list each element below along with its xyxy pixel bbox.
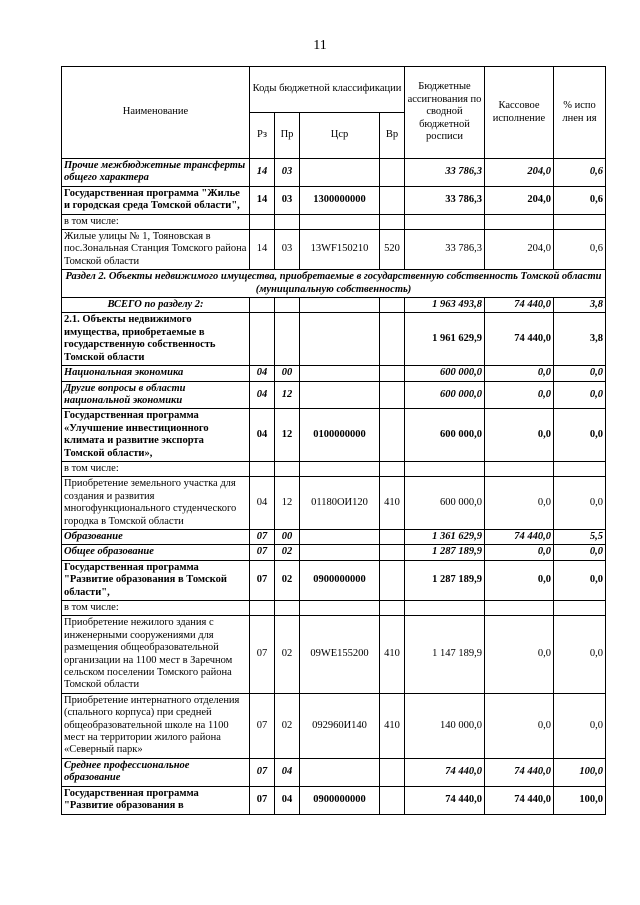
row-assignment: 1 287 189,9 — [405, 560, 485, 600]
row-name: Другие вопросы в области национальной экономики — [62, 381, 250, 409]
row-rz: 14 — [250, 186, 275, 214]
row-cash: 0,0 — [485, 616, 554, 693]
header-name: Наименование — [62, 67, 250, 159]
row-vr — [380, 313, 405, 366]
row-cash: 0,0 — [485, 409, 554, 462]
header-rz: Рз — [250, 113, 275, 159]
row-vr — [380, 560, 405, 600]
row-csr: 01180ОИ120 — [300, 477, 380, 530]
table-row — [62, 313, 606, 366]
row-cash: 74 440,0 — [485, 529, 554, 544]
table-row — [62, 601, 606, 616]
row-cash: 204,0 — [485, 230, 554, 270]
row-name: Приобретение нежилого здания с инженерными сооружениями для размещения общеобразовательной организации на 1100 мест в Заречном сельском поселении Томского района Томской области — [62, 616, 250, 693]
header-pr: Пр — [275, 113, 300, 159]
row-csr: 092960И140 — [300, 693, 380, 758]
row-percent: 0,0 — [554, 545, 606, 560]
row-vr — [380, 461, 405, 476]
row-assignment: 1 361 629,9 — [405, 529, 485, 544]
row-percent: 100,0 — [554, 758, 606, 786]
row-percent — [554, 601, 606, 616]
row-vr — [380, 786, 405, 814]
row-vr — [380, 159, 405, 187]
row-percent: 0,0 — [554, 381, 606, 409]
row-cash: 0,0 — [485, 477, 554, 530]
row-vr — [380, 298, 405, 313]
row-pr: 04 — [275, 786, 300, 814]
table-row — [62, 786, 606, 814]
row-rz: 04 — [250, 366, 275, 381]
row-assignment: 600 000,0 — [405, 409, 485, 462]
row-pr — [275, 298, 300, 313]
row-name: Государственная программа "Жилье и городская среда Томской области", — [62, 186, 250, 214]
row-cash — [485, 601, 554, 616]
row-pr — [275, 313, 300, 366]
row-name: Образование — [62, 529, 250, 544]
row-vr — [380, 409, 405, 462]
row-rz: 14 — [250, 230, 275, 270]
table-row — [62, 560, 606, 600]
row-assignment — [405, 461, 485, 476]
row-assignment: 1 961 629,9 — [405, 313, 485, 366]
row-cash — [485, 461, 554, 476]
row-rz — [250, 298, 275, 313]
row-csr — [300, 381, 380, 409]
row-assignment — [405, 601, 485, 616]
row-pr — [275, 461, 300, 476]
row-csr — [300, 159, 380, 187]
row-assignment: 33 786,3 — [405, 159, 485, 187]
row-cash: 74 440,0 — [485, 786, 554, 814]
row-vr: 410 — [380, 477, 405, 530]
row-name: ВСЕГО по разделу 2: — [62, 298, 250, 313]
row-percent: 0,6 — [554, 230, 606, 270]
header-vr: Вр — [380, 113, 405, 159]
table-row — [62, 366, 606, 381]
row-percent: 0,6 — [554, 186, 606, 214]
row-name: в том числе: — [62, 601, 250, 616]
section-title: Раздел 2. Объекты недвижимого имущества, приобретаемые в государственную собственность Томской области (муниципальную собственность) — [62, 270, 606, 298]
row-percent: 100,0 — [554, 786, 606, 814]
row-rz — [250, 214, 275, 229]
row-csr — [300, 758, 380, 786]
row-percent: 5,5 — [554, 529, 606, 544]
row-cash: 74 440,0 — [485, 758, 554, 786]
row-vr — [380, 214, 405, 229]
table-row — [62, 298, 606, 313]
row-cash: 74 440,0 — [485, 298, 554, 313]
row-assignment: 1 287 189,9 — [405, 545, 485, 560]
row-rz: 04 — [250, 477, 275, 530]
row-cash: 204,0 — [485, 186, 554, 214]
row-pr: 02 — [275, 693, 300, 758]
row-pr — [275, 601, 300, 616]
row-name: Государственная программа «Улучшение инвестиционного климата и развитие экспорта Томской области», — [62, 409, 250, 462]
row-pr: 02 — [275, 545, 300, 560]
row-name: Приобретение интернатного отделения (спального корпуса) при средней общеобразовательной школе на 1100 мест на территории жилого района «Северный парк» — [62, 693, 250, 758]
row-csr: 0900000000 — [300, 786, 380, 814]
row-vr — [380, 186, 405, 214]
row-percent: 0,0 — [554, 693, 606, 758]
table-row — [62, 381, 606, 409]
row-name: Приобретение земельного участка для создания и развития многофункционального студенческого городка в Томской области — [62, 477, 250, 530]
row-cash — [485, 214, 554, 229]
row-csr — [300, 461, 380, 476]
row-name: Среднее профессиональное образование — [62, 758, 250, 786]
row-rz — [250, 461, 275, 476]
row-percent: 3,8 — [554, 313, 606, 366]
row-percent: 3,8 — [554, 298, 606, 313]
row-pr: 12 — [275, 477, 300, 530]
table-row — [62, 616, 606, 693]
row-name: в том числе: — [62, 461, 250, 476]
row-assignment: 33 786,3 — [405, 186, 485, 214]
row-cash: 204,0 — [485, 159, 554, 187]
row-pr: 12 — [275, 409, 300, 462]
row-vr — [380, 758, 405, 786]
row-rz: 07 — [250, 693, 275, 758]
row-vr: 520 — [380, 230, 405, 270]
row-cash: 0,0 — [485, 381, 554, 409]
table-row — [62, 159, 606, 187]
row-pr: 12 — [275, 381, 300, 409]
table-row — [62, 409, 606, 462]
row-pr: 00 — [275, 529, 300, 544]
row-vr — [380, 366, 405, 381]
header-codes: Коды бюджетной классификации — [250, 67, 405, 113]
row-pr: 03 — [275, 159, 300, 187]
row-vr — [380, 601, 405, 616]
row-rz: 07 — [250, 529, 275, 544]
row-assignment: 600 000,0 — [405, 366, 485, 381]
row-csr — [300, 366, 380, 381]
row-assignment: 33 786,3 — [405, 230, 485, 270]
row-cash: 0,0 — [485, 560, 554, 600]
row-percent: 0,6 — [554, 159, 606, 187]
row-rz: 07 — [250, 545, 275, 560]
row-pr: 02 — [275, 616, 300, 693]
row-rz: 07 — [250, 758, 275, 786]
row-name: 2.1. Объекты недвижимого имущества, приобретаемые в государственную собственность Томской области — [62, 313, 250, 366]
table-row — [62, 758, 606, 786]
row-assignment: 140 000,0 — [405, 693, 485, 758]
row-cash: 0,0 — [485, 545, 554, 560]
table-row — [62, 477, 606, 530]
header-assignments: Бюджетные ассигнования по сводной бюджетной росписи — [405, 67, 485, 159]
row-csr — [300, 214, 380, 229]
row-assignment: 600 000,0 — [405, 381, 485, 409]
table-row — [62, 529, 606, 544]
row-cash: 0,0 — [485, 693, 554, 758]
row-csr: 09WE155200 — [300, 616, 380, 693]
row-percent: 0,0 — [554, 616, 606, 693]
row-percent: 0,0 — [554, 560, 606, 600]
budget-table — [61, 66, 606, 815]
row-rz: 07 — [250, 560, 275, 600]
row-rz — [250, 601, 275, 616]
header-csr: Цср — [300, 113, 380, 159]
row-pr: 03 — [275, 230, 300, 270]
row-assignment: 74 440,0 — [405, 786, 485, 814]
row-csr — [300, 529, 380, 544]
row-name: Государственная программа "Развитие образования в — [62, 786, 250, 814]
row-pr: 04 — [275, 758, 300, 786]
row-pr — [275, 214, 300, 229]
row-rz: 04 — [250, 409, 275, 462]
section-row — [62, 270, 606, 298]
row-csr — [300, 601, 380, 616]
table-row — [62, 186, 606, 214]
row-cash: 0,0 — [485, 366, 554, 381]
row-name: Государственная программа "Развитие образования в Томской области", — [62, 560, 250, 600]
row-pr: 02 — [275, 560, 300, 600]
row-percent — [554, 214, 606, 229]
header-percent: % испо лнен ия — [554, 67, 606, 159]
row-csr: 1300000000 — [300, 186, 380, 214]
row-rz: 14 — [250, 159, 275, 187]
row-name: Национальная экономика — [62, 366, 250, 381]
header-cash-execution: Кассовое исполнение — [485, 67, 554, 159]
table-row — [62, 545, 606, 560]
row-percent: 0,0 — [554, 409, 606, 462]
row-name: Прочие межбюджетные трансферты общего характера — [62, 159, 250, 187]
table-row — [62, 461, 606, 476]
row-percent: 0,0 — [554, 366, 606, 381]
row-pr: 00 — [275, 366, 300, 381]
row-percent — [554, 461, 606, 476]
row-cash: 74 440,0 — [485, 313, 554, 366]
row-vr: 410 — [380, 693, 405, 758]
row-vr — [380, 529, 405, 544]
row-rz: 04 — [250, 381, 275, 409]
row-csr — [300, 298, 380, 313]
row-vr: 410 — [380, 616, 405, 693]
row-name: Общее образование — [62, 545, 250, 560]
row-assignment: 1 147 189,9 — [405, 616, 485, 693]
row-csr — [300, 313, 380, 366]
row-csr — [300, 545, 380, 560]
row-rz: 07 — [250, 786, 275, 814]
table-row — [62, 230, 606, 270]
row-csr: 0900000000 — [300, 560, 380, 600]
row-assignment — [405, 214, 485, 229]
row-csr: 13WF150210 — [300, 230, 380, 270]
row-assignment: 1 963 493,8 — [405, 298, 485, 313]
row-rz: 07 — [250, 616, 275, 693]
row-vr — [380, 381, 405, 409]
row-name: в том числе: — [62, 214, 250, 229]
row-csr: 0100000000 — [300, 409, 380, 462]
table-row — [62, 693, 606, 758]
row-assignment: 74 440,0 — [405, 758, 485, 786]
row-pr: 03 — [275, 186, 300, 214]
row-rz — [250, 313, 275, 366]
table-row — [62, 214, 606, 229]
row-name: Жилые улицы № 1, Тояновская в пос.Зональная Станция Томского района Томской области — [62, 230, 250, 270]
row-percent: 0,0 — [554, 477, 606, 530]
page-number: 11 — [313, 38, 327, 53]
row-vr — [380, 545, 405, 560]
row-assignment: 600 000,0 — [405, 477, 485, 530]
